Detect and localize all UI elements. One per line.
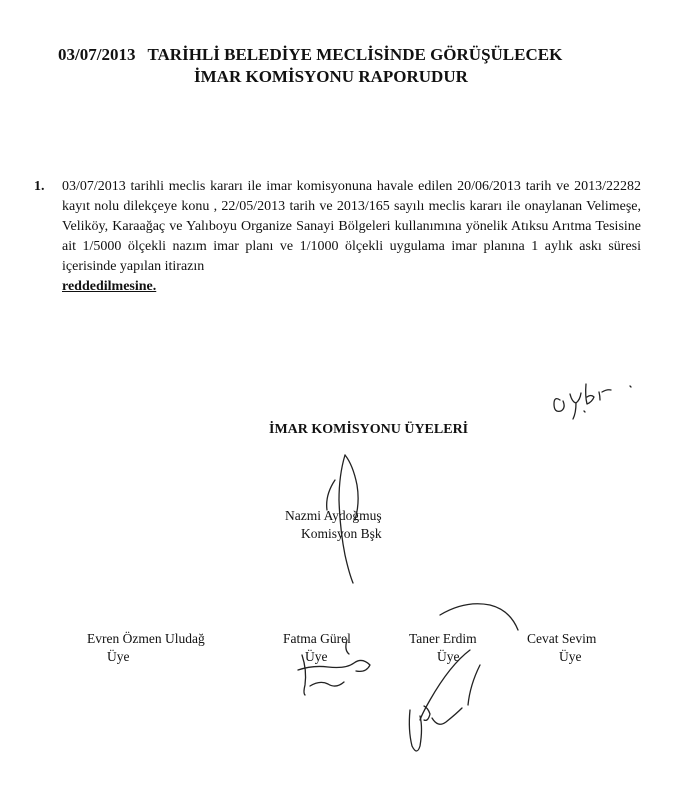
member-role: Üye: [437, 649, 460, 664]
report-title: [58, 44, 658, 88]
member-signature-block: [283, 630, 351, 666]
chair-signature-block: [285, 507, 382, 543]
member-signature-block: [527, 630, 596, 666]
item-number: 1.: [34, 179, 45, 194]
member-role: Üye: [305, 649, 328, 664]
title-text: TARİHLİ BELEDİYE MECLİSİNDE GÖRÜŞÜLECEK: [147, 45, 563, 64]
member-name: Fatma Gürel: [283, 631, 351, 646]
agenda-item: [34, 177, 641, 297]
item-text: 03/07/2013 tarihli meclis kararı ile imar komisyonuna havale edilen 20/06/2013 tarih ve 2013/22282 kayıt nolu dilekçeye konu , 22/05/2013 tarih ve 2013/165 sayılı meclis kararı ile onaylanan Velimeşe, Veliköy, Karaağaç ve Yalıboyu Organize Sanayi Bölgeleri kullanımına yönelik Atıksu Arıtma Tesisine ait 1/5000 ölçekli nazım imar planı ve 1/1000 ölçekli uygulama imar planına 1 aylık askı süresi içerisinde yapılan itirazın: [62, 179, 641, 274]
member-signature-block: [409, 630, 477, 666]
item-decision: reddedilmesine.: [62, 279, 157, 294]
lower-signature: [409, 706, 462, 751]
member-name: Taner Erdim: [409, 631, 477, 646]
member-name: Evren Özmen Uludağ: [87, 631, 205, 646]
title-line-2: İMAR KOMİSYONU RAPORUDUR: [194, 67, 468, 86]
title-line-1: [58, 44, 658, 66]
member-role: Üye: [107, 649, 130, 664]
chair-name: Nazmi Aydoğmuş: [285, 508, 382, 523]
member-name: Cevat Sevim: [527, 631, 597, 646]
handwritten-note-oybir: [554, 384, 631, 419]
members-heading: İMAR KOMİSYONU ÜYELERİ: [269, 422, 469, 437]
member-role: Üye: [559, 649, 582, 664]
member-signature-block: [87, 630, 205, 666]
item-body: [62, 177, 641, 297]
chair-role: Komisyon Bşk: [301, 526, 382, 541]
meeting-date: 03/07/2013: [58, 45, 136, 64]
